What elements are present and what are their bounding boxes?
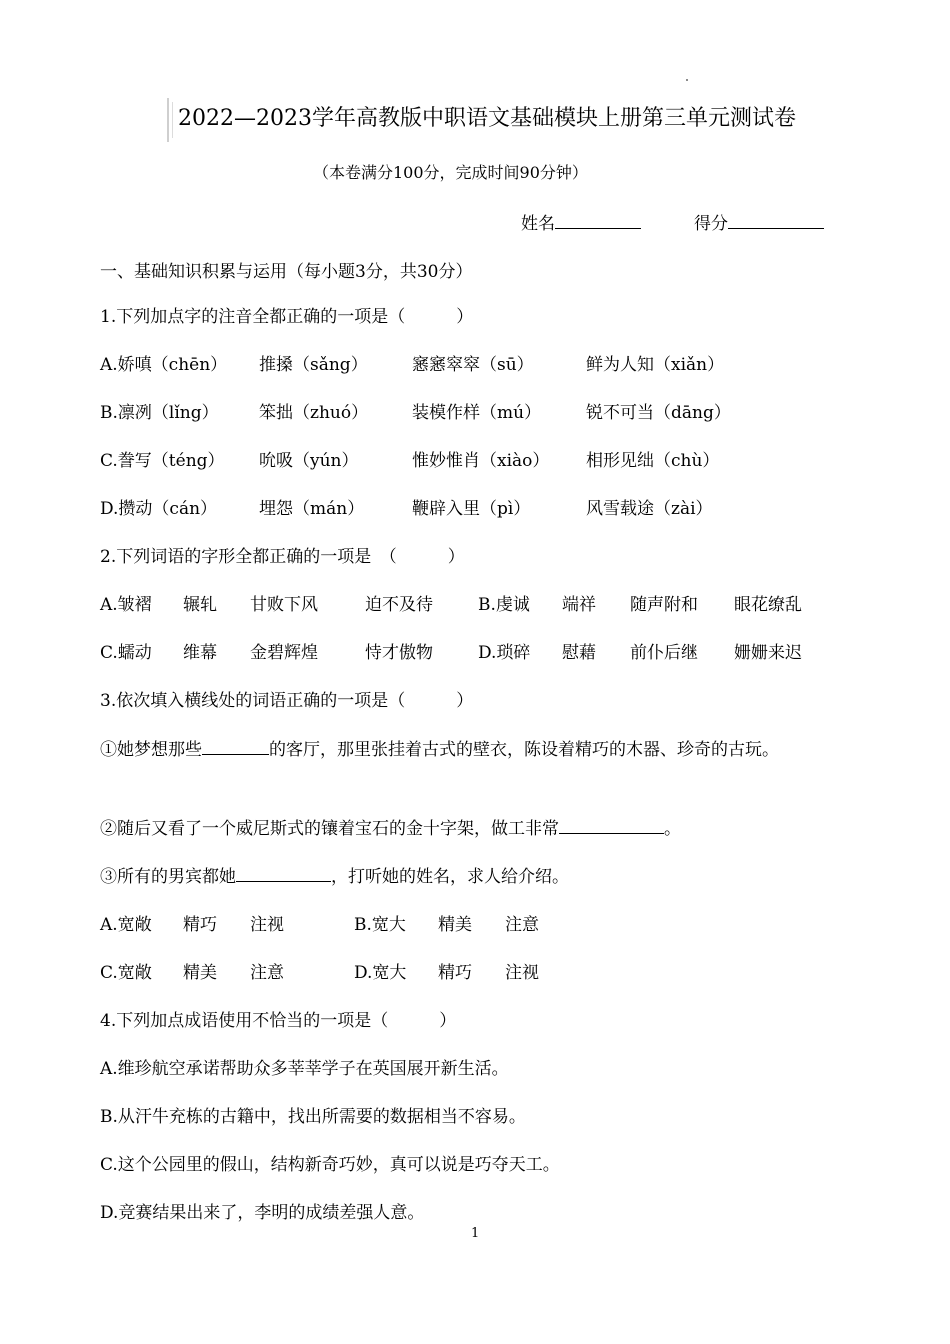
q2-item: C.蠕动 [100, 643, 152, 663]
q1-option-d-3: 鞭辟入里（pì） [412, 499, 531, 519]
q2-item: 金碧辉煌 [250, 643, 318, 663]
q2-item: 恃才傲物 [365, 643, 433, 663]
score-field [694, 209, 824, 234]
fill-blank [236, 863, 331, 882]
q2-item: 随声附和 [630, 595, 698, 615]
q3-sentence-2-end: 。 [664, 819, 681, 839]
q3-sentence-1-start: ①她梦想那些 [100, 740, 202, 760]
q3-item: A.宽敞 [100, 915, 152, 935]
q3-sentence-1 [100, 735, 779, 760]
q3-sentence-2 [100, 814, 681, 839]
q1-option-a-1: A.娇嗔（chēn） [100, 355, 228, 375]
q1-option-c-4: 相形见绌（chù） [586, 451, 720, 471]
q3-sentence-3-end: ，打听她的姓名，求人给介绍。 [331, 867, 569, 887]
q2-item: 姗姗来迟 [734, 643, 802, 663]
q2-item: 前仆后继 [630, 643, 698, 663]
question-3-stem: 3.依次填入横线处的词语正确的一项是（ ） [100, 691, 474, 711]
fill-blank [202, 736, 269, 755]
q1-option-d-4: 风雪载途（zài） [586, 499, 713, 519]
q2-item: 维幕 [183, 643, 217, 663]
q3-item: 精美 [438, 915, 472, 935]
q1-option-c-3: 惟妙惟肖（xiào） [412, 451, 550, 471]
q4-option-a: A.维珍航空承诺帮助众多莘莘学子在英国展开新生活。 [100, 1059, 509, 1079]
q2-item: 甘败下风 [250, 595, 318, 615]
question-1-stem: 1.下列加点字的注音全都正确的一项是（ ） [100, 307, 474, 327]
q3-sentence-3 [100, 862, 569, 887]
q3-item: C.宽敞 [100, 963, 152, 983]
q1-option-a-2: 推搡（sǎng） [259, 355, 368, 375]
q3-item: D.宽大 [354, 963, 407, 983]
q3-item: 精巧 [438, 963, 472, 983]
name-blank [555, 210, 641, 229]
page-number: 1 [471, 1226, 480, 1241]
q2-item: B.虔诚 [478, 595, 530, 615]
fill-blank [559, 815, 664, 834]
q3-item: 精美 [183, 963, 217, 983]
q2-item: 眼花缭乱 [734, 595, 802, 615]
q1-option-d-2: 埋怨（mán） [259, 499, 365, 519]
q1-option-a-3: 窸窸窣窣（sū） [412, 355, 534, 375]
q3-item: 注意 [250, 963, 284, 983]
score-label: 得分 [694, 214, 728, 234]
q2-item: 辗轧 [183, 595, 217, 615]
q3-item: B.宽大 [354, 915, 406, 935]
binding-margin-line-inner [172, 102, 173, 138]
q2-item: 慰藉 [562, 643, 596, 663]
q2-item: 端祥 [562, 595, 596, 615]
question-2-stem: 2.下列词语的字形全都正确的一项是 （ ） [100, 547, 465, 567]
score-blank [728, 210, 824, 229]
binding-margin-line [167, 98, 169, 142]
q1-option-c-1: C.誊写（téng） [100, 451, 225, 471]
q2-item: A.皱褶 [100, 595, 152, 615]
scan-dot [686, 79, 688, 81]
q3-item: 注视 [505, 963, 539, 983]
q4-option-d: D.竞赛结果出来了，李明的成绩差强人意。 [100, 1203, 425, 1223]
q1-option-b-1: B.凛冽（lǐng） [100, 403, 219, 423]
q4-option-b: B.从汗牛充栋的古籍中，找出所需要的数据相当不容易。 [100, 1107, 526, 1127]
q2-item: 迫不及待 [365, 595, 433, 615]
q1-option-b-3: 装模作样（mú） [412, 403, 542, 423]
page-title: 2022—2023学年高教版中职语文基础模块上册第三单元测试卷 [178, 106, 796, 131]
q1-option-a-4: 鲜为人知（xiǎn） [586, 355, 725, 375]
q1-option-c-2: 吮吸（yún） [259, 451, 359, 471]
q1-option-b-2: 笨拙（zhuó） [259, 403, 369, 423]
q4-option-c: C.这个公园里的假山，结构新奇巧妙，真可以说是巧夺天工。 [100, 1155, 560, 1175]
q3-sentence-3-start: ③所有的男宾都她 [100, 867, 236, 887]
name-label: 姓名 [521, 214, 555, 234]
q1-option-b-4: 锐不可当（dāng） [586, 403, 731, 423]
section-heading: 一、基础知识积累与运用（每小题3分，共30分） [100, 262, 473, 282]
q3-item: 精巧 [183, 915, 217, 935]
q2-item: D.琐碎 [478, 643, 531, 663]
question-4-stem: 4.下列加点成语使用不恰当的一项是（ ） [100, 1011, 457, 1031]
q3-item: 注意 [505, 915, 539, 935]
q1-option-d-1: D.攒动（cán） [100, 499, 218, 519]
q3-item: 注视 [250, 915, 284, 935]
name-field [521, 209, 641, 234]
q3-sentence-1-end: 的客厅，那里张挂着古式的壁衣，陈设着精巧的木器、珍奇的古玩。 [269, 740, 779, 760]
q3-sentence-2-start: ②随后又看了一个威尼斯式的镶着宝石的金十字架，做工非常 [100, 819, 559, 839]
exam-subtitle: （本卷满分100分，完成时间90分钟） [313, 163, 588, 182]
